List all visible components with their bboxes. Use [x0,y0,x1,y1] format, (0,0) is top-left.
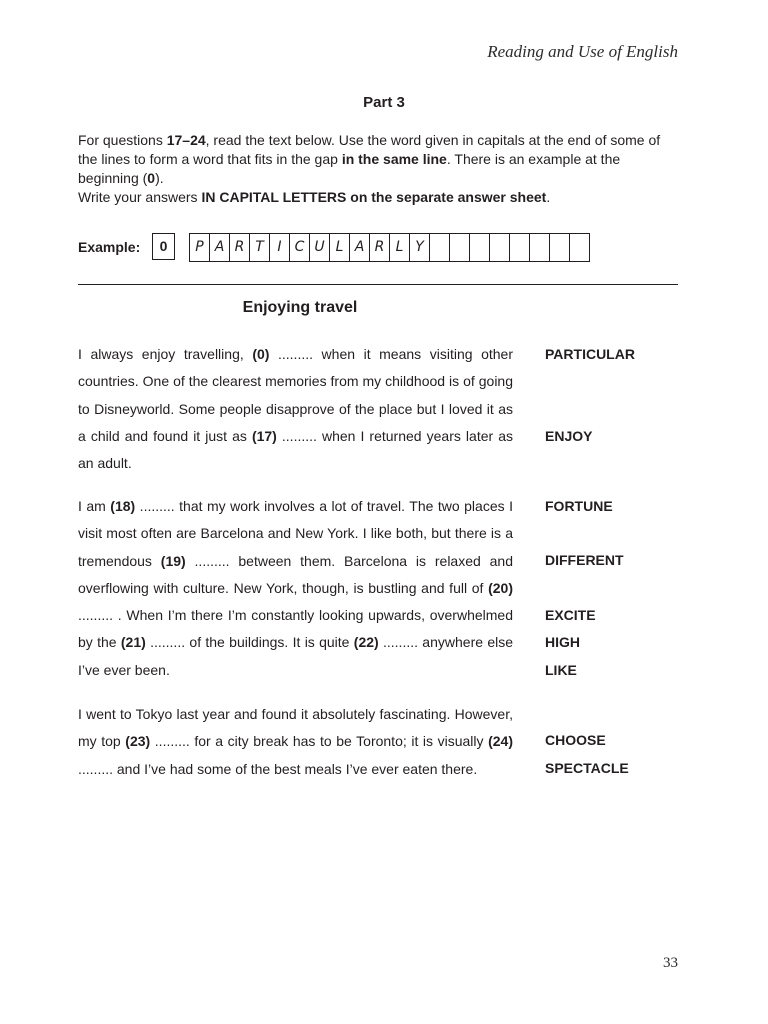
part-title: Part 3 [363,94,405,111]
text-paragraph-3: I went to Tokyo last year and found it absolutely fascinating. However, my top (23) ......... for a city break has to be Toronto; it is visually (24) ......... and I’ve had some of the best meals I’ve ever eaten there. [78,706,513,777]
answer-letter-box: U [309,233,330,262]
answer-letter-box: R [229,233,250,262]
answer-letter-box [489,233,510,262]
answer-letter-box: I [269,233,290,262]
instructions-paragraph: For questions 17–24, read the text below. Use the word given in capitals at the end of some of the lines to form a word that fits in the gap in the same line. There is an example at the beginning (0). [78,132,661,186]
text-paragraph-1: I always enjoy travelling, (0) ......... when it means visiting other countries. One of the clearest memories from my childhood is of going to Disneyworld. Some people disapprove of the place but I loved it as a child and found it just as (17) ......... when I returned years later as an adult. [78,346,513,472]
keyword-0: PARTICULAR [545,346,635,362]
answer-letter-box [449,233,470,262]
divider-rule [78,284,678,285]
example-label: Example: [78,239,141,255]
keyword-20: EXCITE [545,607,596,623]
keyword-19: DIFFERENT [545,552,624,568]
answer-letter-box: L [329,233,350,262]
answer-instructions: Write your answers IN CAPITAL LETTERS on the separate answer sheet. [78,189,551,205]
keyword-21: HIGH [545,634,580,650]
answer-letter-box [549,233,570,262]
page-number: 33 [663,955,678,971]
text-paragraph-2: I am (18) ......... that my work involves a lot of travel. The two places I visit most often are Barcelona and New York. I like both, but there is a tremendous (19) ......... between them. Barcelona is relaxed and overflowing with culture. New York, though, is bustling and full of (20) ......... . When I’m there I’m constantly looking upwards, overwhelmed by the (21) ......... of the buildings. It is quite (22) ......... anywhere else I’ve ever been. [78,498,514,678]
answer-letter-box: A [209,233,230,262]
answer-letter-box [429,233,450,262]
keyword-17: ENJOY [545,428,593,444]
answer-letter-box: P [189,233,210,262]
keyword-23: CHOOSE [545,732,606,748]
keyword-18: FORTUNE [545,498,613,514]
answer-letter-box: A [349,233,370,262]
answer-letter-box [529,233,550,262]
answer-letter-box: T [249,233,270,262]
running-head: Reading and Use of English [487,42,678,61]
answer-letter-box [469,233,490,262]
example-number-box: 0 [152,233,175,260]
answer-letter-box: C [289,233,310,262]
example-answer-boxes [189,233,590,262]
text-title: Enjoying travel [242,299,358,316]
keyword-22: LIKE [545,662,577,678]
answer-letter-box: Y [409,233,430,262]
answer-letter-box [509,233,530,262]
answer-letter-box: R [369,233,390,262]
answer-letter-box [569,233,590,262]
keyword-24: SPECTACLE [545,760,629,776]
answer-letter-box: L [389,233,410,262]
